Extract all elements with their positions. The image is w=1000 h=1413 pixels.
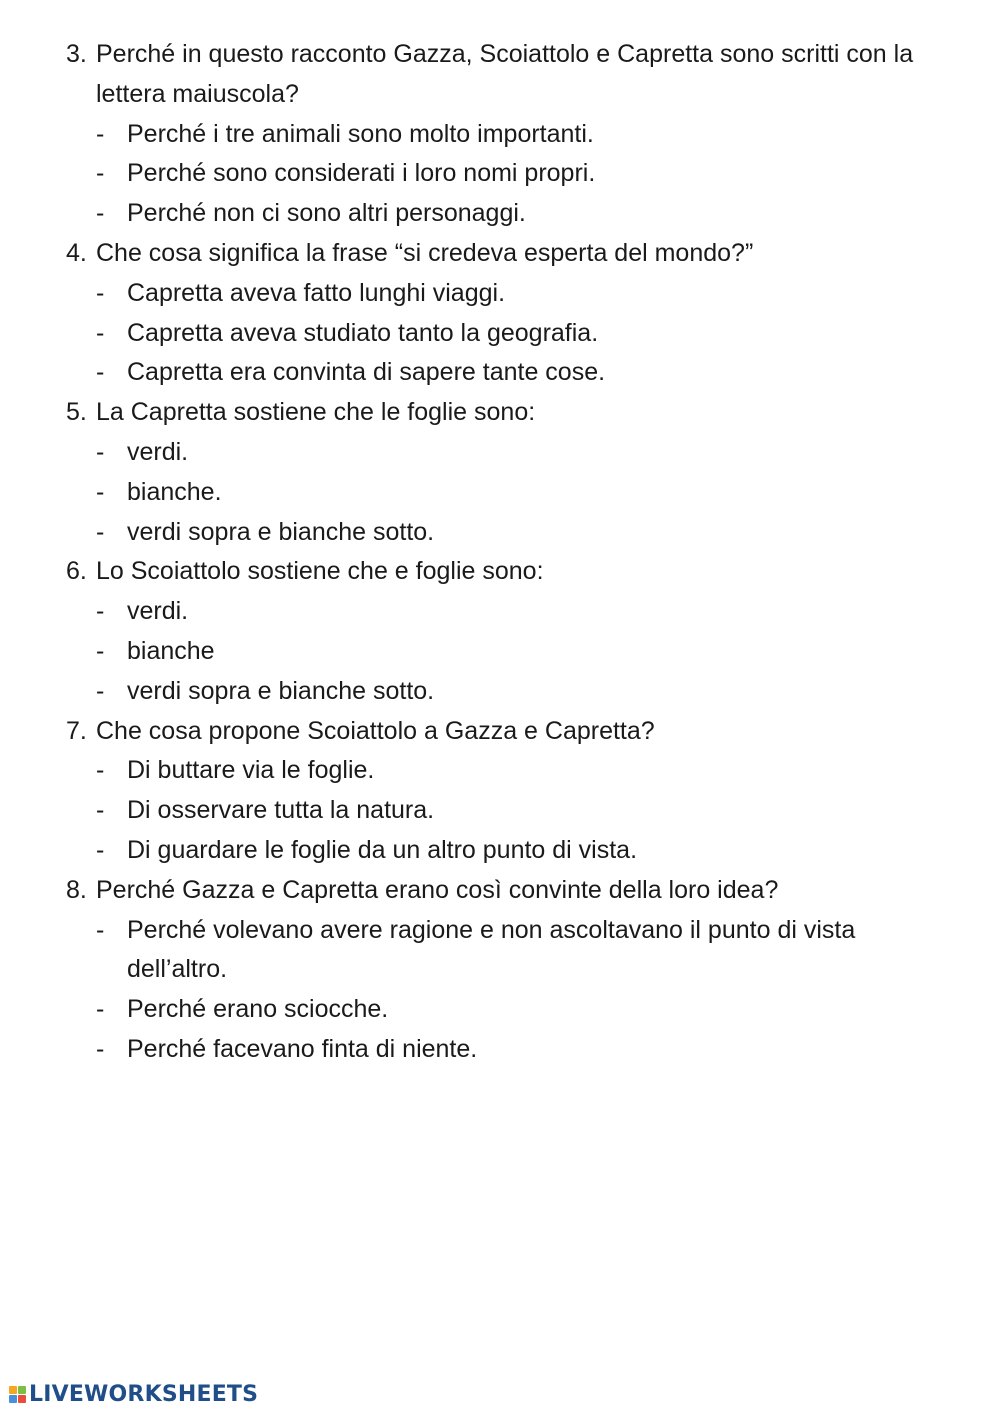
- question-number: 6.: [66, 557, 87, 586]
- answer-option[interactable]: [66, 831, 946, 871]
- question: [66, 712, 946, 752]
- option-text: Perché sono considerati i loro nomi propri.: [127, 159, 596, 188]
- answer-option[interactable]: [66, 154, 946, 194]
- worksheet: [66, 35, 946, 1070]
- question-block: [66, 552, 946, 711]
- option-marker: -: [96, 199, 105, 228]
- answer-option[interactable]: [66, 473, 946, 513]
- answer-options: [66, 751, 946, 870]
- option-marker: -: [96, 1034, 105, 1063]
- option-text: Capretta aveva fatto lunghi viaggi.: [127, 278, 506, 307]
- question-text: Che cosa significa la frase “si credeva esperta del mondo?”: [96, 238, 754, 267]
- answer-option[interactable]: [66, 353, 946, 393]
- question-text: Perché Gazza e Capretta erano così convinte della loro idea?: [96, 875, 779, 904]
- option-marker: -: [96, 119, 105, 148]
- answer-option[interactable]: [66, 632, 946, 672]
- option-text: Perché i tre animali sono molto importanti.: [127, 119, 594, 148]
- question-block: [66, 712, 946, 871]
- option-marker: -: [96, 676, 105, 705]
- option-text: Di guardare le foglie da un altro punto di vista.: [127, 835, 638, 864]
- question-block: [66, 871, 946, 1070]
- option-marker: -: [96, 278, 105, 307]
- question: [66, 35, 946, 115]
- question-number: 4.: [66, 238, 87, 267]
- option-text: Capretta era convinta di sapere tante cose.: [127, 358, 606, 387]
- question-number: 7.: [66, 716, 87, 745]
- option-marker: -: [96, 636, 105, 665]
- option-text: Di osservare tutta la natura.: [127, 796, 435, 825]
- option-text: Capretta aveva studiato tanto la geografia.: [127, 318, 599, 347]
- question: [66, 234, 946, 274]
- question-text: Perché in questo racconto Gazza, Scoiattolo e Capretta sono scritti con la lettera maiuscola?: [96, 40, 914, 108]
- logo-mark-icon: [9, 1386, 26, 1403]
- question: [66, 871, 946, 911]
- question: [66, 393, 946, 433]
- answer-option[interactable]: [66, 513, 946, 553]
- question: [66, 552, 946, 592]
- question-text: Lo Scoiattolo sostiene che e foglie sono:: [96, 557, 544, 586]
- option-text: bianche: [127, 636, 215, 665]
- option-text: Di buttare via le foglie.: [127, 756, 375, 785]
- option-marker: -: [96, 915, 105, 944]
- answer-option[interactable]: [66, 751, 946, 791]
- option-text: verdi sopra e bianche sotto.: [127, 676, 435, 705]
- option-text: bianche.: [127, 477, 222, 506]
- answer-option[interactable]: [66, 314, 946, 354]
- liveworksheets-logo[interactable]: [9, 1382, 258, 1407]
- question-number: 8.: [66, 875, 87, 904]
- question-block: [66, 393, 946, 552]
- option-marker: -: [96, 159, 105, 188]
- option-marker: -: [96, 318, 105, 347]
- answer-options: [66, 115, 946, 234]
- option-marker: -: [96, 835, 105, 864]
- answer-option[interactable]: [66, 791, 946, 831]
- option-text: Perché non ci sono altri personaggi.: [127, 199, 526, 228]
- question-text: La Capretta sostiene che le foglie sono:: [96, 398, 536, 427]
- answer-option[interactable]: [66, 911, 946, 991]
- option-marker: -: [96, 796, 105, 825]
- question-number: 3.: [66, 40, 87, 68]
- logo-square: [18, 1395, 26, 1403]
- option-marker: -: [96, 597, 105, 626]
- question-text: Che cosa propone Scoiattolo a Gazza e Capretta?: [96, 716, 655, 745]
- answer-option[interactable]: [66, 433, 946, 473]
- option-marker: -: [96, 756, 105, 785]
- option-text: Perché erano sciocche.: [127, 995, 389, 1024]
- option-marker: -: [96, 477, 105, 506]
- logo-text: LIVEWORKSHEETS: [29, 1382, 259, 1407]
- question-list: [66, 35, 946, 1070]
- answer-option[interactable]: [66, 1030, 946, 1070]
- option-text: verdi.: [127, 437, 189, 466]
- option-marker: -: [96, 358, 105, 387]
- answer-option[interactable]: [66, 592, 946, 632]
- logo-square: [9, 1386, 17, 1394]
- answer-options: [66, 274, 946, 393]
- option-text: verdi.: [127, 597, 189, 626]
- answer-option[interactable]: [66, 990, 946, 1030]
- answer-options: [66, 433, 946, 552]
- option-text: Perché volevano avere ragione e non ascoltavano il punto di vista dell’altro.: [127, 915, 856, 984]
- question-number: 5.: [66, 398, 87, 427]
- option-marker: -: [96, 517, 105, 546]
- answer-option[interactable]: [66, 115, 946, 155]
- answer-options: [66, 911, 946, 1070]
- option-marker: -: [96, 437, 105, 466]
- option-text: verdi sopra e bianche sotto.: [127, 517, 435, 546]
- answer-option[interactable]: [66, 274, 946, 314]
- option-marker: -: [96, 995, 105, 1024]
- answer-option[interactable]: [66, 672, 946, 712]
- answer-option[interactable]: [66, 194, 946, 234]
- answer-options: [66, 592, 946, 711]
- option-text: Perché facevano finta di niente.: [127, 1034, 478, 1063]
- logo-square: [18, 1386, 26, 1394]
- question-block: [66, 35, 946, 234]
- logo-square: [9, 1395, 17, 1403]
- question-block: [66, 234, 946, 393]
